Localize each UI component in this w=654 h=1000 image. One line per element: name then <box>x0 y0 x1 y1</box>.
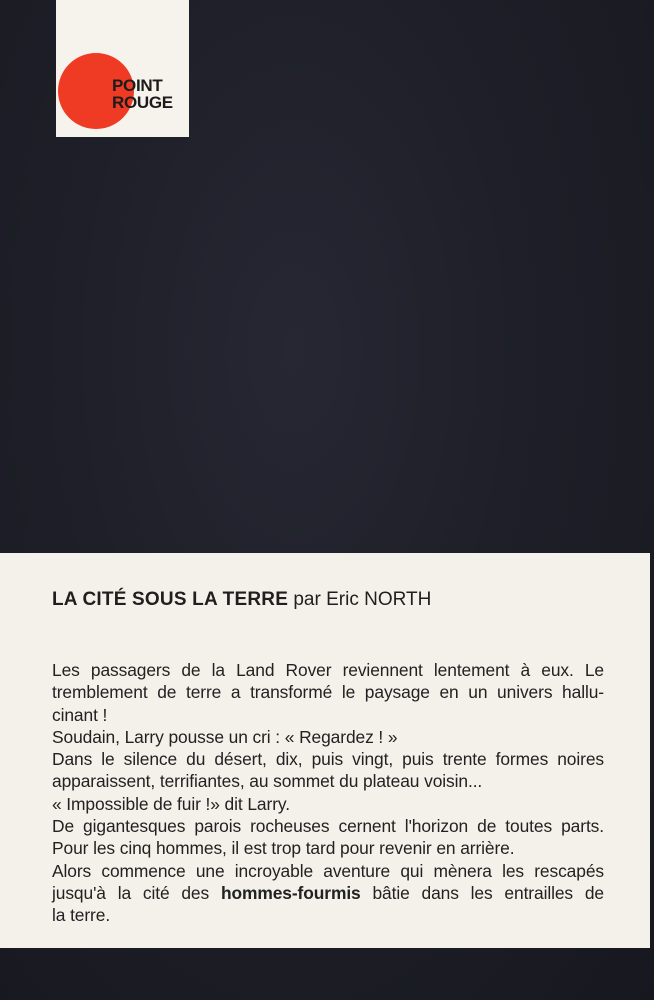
book-title: LA CITÉ SOUS LA TERRE <box>52 589 289 610</box>
blurb-line: Les passagers de la Land Rover reviennent lentement à eux. Le <box>52 660 604 680</box>
blurb-line: Soudain, Larry pousse un cri : « Regardez ! » <box>52 726 398 747</box>
blurb-fragment: jusqu'à la cité des <box>52 882 210 903</box>
blurb-line: Pour les cinq hommes, il est trop tard pour revenir en arrière. <box>52 838 515 859</box>
highlight-term: hommes-fourmis <box>220 882 361 903</box>
blurb-text <box>52 659 604 927</box>
logo-word-rouge: ROUGE <box>112 93 173 112</box>
author-name: Eric NORTH <box>326 589 432 610</box>
title-line <box>52 589 431 611</box>
blurb-line: la terre. <box>52 905 111 926</box>
blurb-fragment: bâtie dans les entrailles de <box>372 882 605 903</box>
blurb-line: cinant ! <box>52 704 108 725</box>
blurb-line: tremblement de terre a transformé le paysage en un univers hallu- <box>52 682 604 703</box>
blurb-line: apparaissent, terrifiantes, au sommet du plateau voisin... <box>52 771 483 792</box>
blurb-line: « Impossible de fuir !» dit Larry. <box>52 793 290 814</box>
logo-word-point: POINT <box>112 76 163 95</box>
blurb-line: De gigantesques parois rocheuses cernent l'horizon de toutes parts. <box>52 816 604 837</box>
blurb-line: Dans le silence du désert, dix, puis vingt, puis trente formes noires <box>52 749 604 770</box>
byline-prefix: par <box>293 589 321 610</box>
blurb-line-highlight <box>52 882 604 904</box>
logo-text <box>112 77 173 111</box>
blurb-line: Alors commence une incroyable aventure qui mènera les rescapés <box>52 860 604 881</box>
publisher-logo <box>56 0 189 137</box>
